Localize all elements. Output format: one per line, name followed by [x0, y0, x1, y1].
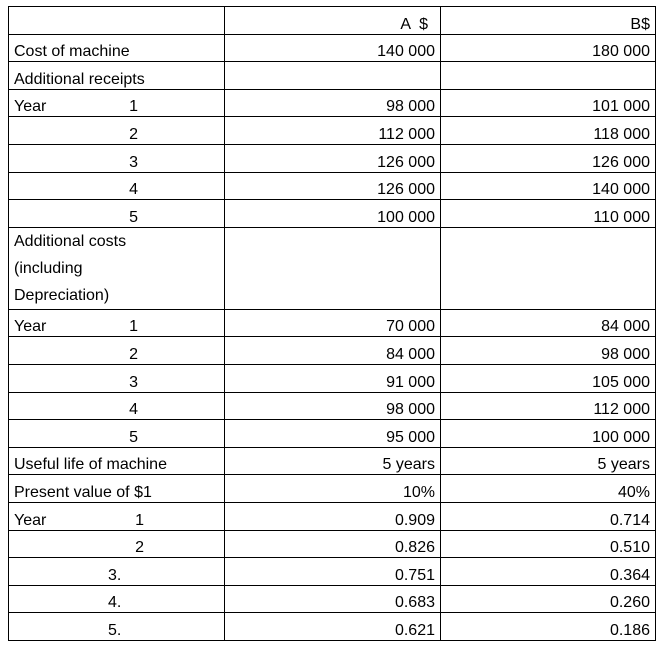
cell-a: 98 000	[225, 392, 441, 420]
row-label	[9, 144, 225, 172]
row-label	[9, 613, 225, 641]
year-number: 2	[129, 125, 138, 143]
cell-a: 5 years	[225, 447, 441, 475]
year-label: Year	[14, 318, 47, 336]
cell-b: 105 000	[441, 364, 656, 392]
cell-b: 5 years	[441, 447, 656, 475]
table-row	[9, 34, 656, 62]
cell-b: 180 000	[441, 34, 656, 62]
year-number: 1	[129, 98, 138, 116]
table-row	[9, 530, 656, 558]
cell-b: 100 000	[441, 420, 656, 448]
row-label	[9, 337, 225, 365]
heading-line: Additional costs	[14, 232, 127, 250]
row-label: Useful life of machine	[9, 447, 225, 475]
year-number: 4	[129, 181, 138, 199]
table-row	[9, 144, 656, 172]
year-number: 4.	[108, 594, 122, 612]
header-row	[9, 7, 656, 35]
cell-b: 101 000	[441, 89, 656, 117]
row-label	[9, 89, 225, 117]
cell-a: 84 000	[225, 337, 441, 365]
table-row	[9, 89, 656, 117]
table-row	[9, 364, 656, 392]
row-label	[9, 200, 225, 228]
section-heading: Additional receipts	[9, 62, 225, 90]
row-label	[9, 309, 225, 337]
col-a-header-text: A $	[400, 15, 428, 33]
table-row	[9, 62, 656, 90]
row-label	[9, 530, 225, 558]
cell-a: 0.826	[225, 530, 441, 558]
cell-a: 126 000	[225, 144, 441, 172]
year-number: 2	[129, 345, 138, 363]
table-row	[9, 420, 656, 448]
row-label	[9, 585, 225, 613]
row-label	[9, 364, 225, 392]
year-number: 3.	[108, 566, 122, 584]
cell-b: 0.510	[441, 530, 656, 558]
table-row	[9, 558, 656, 586]
cell-b: 0.714	[441, 502, 656, 530]
table-row	[9, 117, 656, 145]
table-row	[9, 172, 656, 200]
year-number: 4	[129, 401, 138, 419]
cell-b: 0.186	[441, 613, 656, 641]
year-number: 1	[129, 318, 138, 336]
row-label	[9, 117, 225, 145]
blank-cell	[9, 7, 225, 35]
table-row	[9, 227, 656, 309]
table-row	[9, 337, 656, 365]
section-heading	[9, 227, 225, 309]
year-number: 1	[135, 511, 144, 529]
table-row	[9, 392, 656, 420]
cell-a: 112 000	[225, 117, 441, 145]
investment-table	[8, 6, 656, 641]
row-label	[9, 172, 225, 200]
cell-a: 10%	[225, 475, 441, 503]
row-label	[9, 502, 225, 530]
cell-a	[225, 62, 441, 90]
cell-a: 0.683	[225, 585, 441, 613]
year-label: Year	[14, 511, 47, 529]
cell-b	[441, 227, 656, 309]
cell-b: 0.260	[441, 585, 656, 613]
cell-a: 98 000	[225, 89, 441, 117]
table-row	[9, 200, 656, 228]
cell-a: 126 000	[225, 172, 441, 200]
cell-b: 84 000	[441, 309, 656, 337]
year-label: Year	[14, 98, 47, 116]
table-row	[9, 585, 656, 613]
table-row	[9, 309, 656, 337]
cell-b: 98 000	[441, 337, 656, 365]
heading-line: Depreciation)	[14, 286, 110, 304]
cell-a: 0.621	[225, 613, 441, 641]
cell-b: 112 000	[441, 392, 656, 420]
cell-a: 91 000	[225, 364, 441, 392]
cell-a: 140 000	[225, 34, 441, 62]
row-label	[9, 558, 225, 586]
col-a-header	[225, 7, 441, 35]
year-number: 3	[129, 373, 138, 391]
cell-b	[441, 62, 656, 90]
cell-b: 40%	[441, 475, 656, 503]
row-label	[9, 392, 225, 420]
cell-b: 118 000	[441, 117, 656, 145]
cell-a: 70 000	[225, 309, 441, 337]
year-number: 5	[129, 208, 138, 226]
year-number: 3	[129, 153, 138, 171]
year-number: 2	[135, 539, 144, 557]
row-label: Present value of $1	[9, 475, 225, 503]
cell-a: 0.751	[225, 558, 441, 586]
cell-a: 0.909	[225, 502, 441, 530]
table-row	[9, 447, 656, 475]
cell-b: 0.364	[441, 558, 656, 586]
year-number: 5	[129, 428, 138, 446]
row-label: Cost of machine	[9, 34, 225, 62]
cell-b: 110 000	[441, 200, 656, 228]
cell-b: 140 000	[441, 172, 656, 200]
cell-a: 95 000	[225, 420, 441, 448]
table-row	[9, 475, 656, 503]
heading-line: (including	[14, 259, 83, 277]
col-b-header: B$	[441, 7, 656, 35]
year-number: 5.	[108, 621, 122, 639]
cell-a: 100 000	[225, 200, 441, 228]
row-label	[9, 420, 225, 448]
table-row	[9, 613, 656, 641]
table-row	[9, 502, 656, 530]
cell-b: 126 000	[441, 144, 656, 172]
cell-a	[225, 227, 441, 309]
